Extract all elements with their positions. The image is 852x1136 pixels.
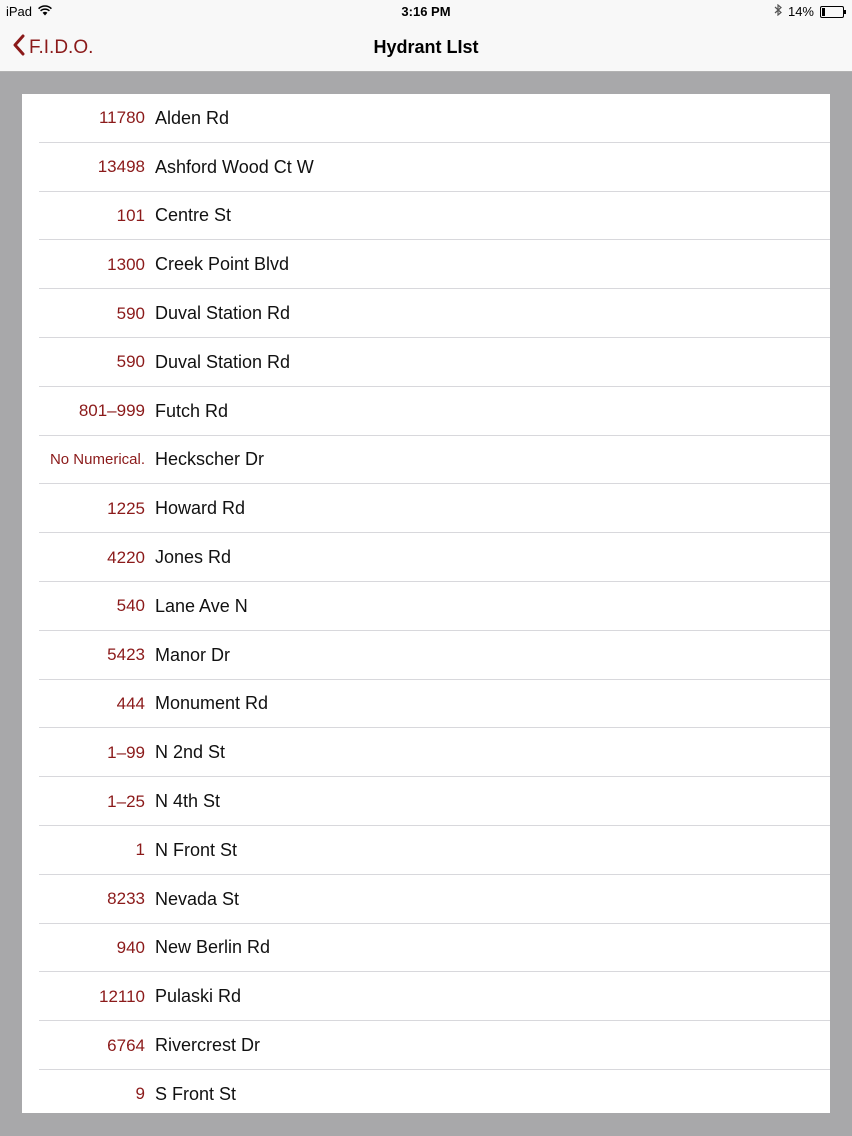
hydrant-number: 6764 (107, 1035, 145, 1055)
hydrant-number: 11780 (98, 108, 145, 128)
hydrant-number: 1–99 (107, 742, 145, 762)
hydrant-row[interactable] (22, 826, 830, 875)
hydrant-street: Rivercrest Dr (155, 1035, 261, 1056)
hydrant-number: 540 (116, 596, 145, 616)
hydrant-number: 12110 (98, 986, 145, 1006)
status-bar (0, 0, 852, 24)
hydrant-number: 590 (116, 352, 145, 372)
hydrant-number: 1 (135, 840, 145, 860)
hydrant-number: 4220 (107, 547, 145, 567)
hydrant-number: 13498 (97, 157, 145, 177)
hydrant-row[interactable] (22, 289, 830, 338)
hydrant-row[interactable] (22, 972, 830, 1021)
hydrant-street: N 2nd St (155, 742, 226, 763)
hydrant-row[interactable] (22, 192, 830, 241)
navigation-bar (0, 24, 852, 72)
hydrant-street: N 4th St (155, 791, 221, 812)
hydrant-row[interactable] (22, 436, 830, 485)
hydrant-number: 1225 (107, 498, 145, 518)
hydrant-row[interactable] (22, 338, 830, 387)
hydrant-row[interactable] (22, 924, 830, 973)
hydrant-number: 1300 (107, 254, 145, 274)
hydrant-number: No Numerical. (49, 451, 145, 469)
hydrant-row[interactable] (22, 680, 830, 729)
hydrant-row[interactable] (22, 533, 830, 582)
page-title: Hydrant LIst (373, 37, 479, 57)
hydrant-row[interactable] (22, 777, 830, 826)
hydrant-street: Heckscher Dr (155, 449, 265, 470)
hydrant-number: 9 (135, 1084, 145, 1104)
hydrant-street: New Berlin Rd (155, 937, 271, 958)
hydrant-street: Futch Rd (155, 400, 229, 421)
hydrant-number: 5423 (107, 645, 145, 665)
hydrant-number: 101 (116, 205, 145, 225)
hydrant-row[interactable] (22, 875, 830, 924)
hydrant-street: N Front St (155, 839, 238, 860)
hydrant-row[interactable] (22, 143, 830, 192)
hydrant-number: 1–25 (107, 791, 145, 811)
hydrant-number: 590 (116, 303, 145, 323)
hydrant-row[interactable] (22, 728, 830, 777)
hydrant-street: Alden Rd (155, 107, 230, 128)
hydrant-row[interactable] (22, 1021, 830, 1070)
hydrant-street: Lane Ave N (155, 595, 248, 616)
hydrant-street: Jones Rd (155, 547, 232, 568)
hydrant-street: Duval Station Rd (155, 303, 291, 324)
hydrant-row[interactable] (22, 631, 830, 680)
hydrant-row[interactable] (22, 387, 830, 436)
hydrant-list (22, 94, 830, 1113)
battery-percent: 14% (787, 4, 814, 19)
hydrant-street: Ashford Wood Ct W (155, 156, 314, 177)
hydrant-row[interactable] (22, 240, 830, 289)
hydrant-street: S Front St (155, 1083, 237, 1104)
hydrant-number: 444 (116, 693, 145, 713)
hydrant-street: Howard Rd (155, 498, 246, 519)
hydrant-street: Creek Point Blvd (155, 254, 290, 275)
hydrant-street: Monument Rd (155, 693, 269, 714)
bluetooth-icon (774, 4, 782, 19)
hydrant-row[interactable] (22, 582, 830, 631)
battery-icon (820, 6, 844, 18)
status-right (774, 4, 844, 19)
hydrant-row[interactable] (22, 1070, 830, 1113)
hydrant-number: 801–999 (78, 401, 145, 421)
hydrant-street: Duval Station Rd (155, 351, 291, 372)
hydrant-row[interactable] (22, 94, 830, 143)
hydrant-street: Pulaski Rd (155, 986, 242, 1007)
battery-level-fill (822, 8, 825, 16)
device-label: iPad (6, 4, 33, 19)
hydrant-number: 940 (116, 937, 145, 957)
hydrant-street: Centre St (155, 205, 232, 226)
hydrant-number: 8233 (107, 889, 145, 909)
hydrant-street: Manor Dr (155, 644, 231, 665)
back-button-label: F.I.D.O. (29, 37, 94, 58)
status-time: 3:16 PM (401, 4, 451, 19)
hydrant-street: Nevada St (155, 888, 240, 909)
hydrant-row[interactable] (22, 484, 830, 533)
